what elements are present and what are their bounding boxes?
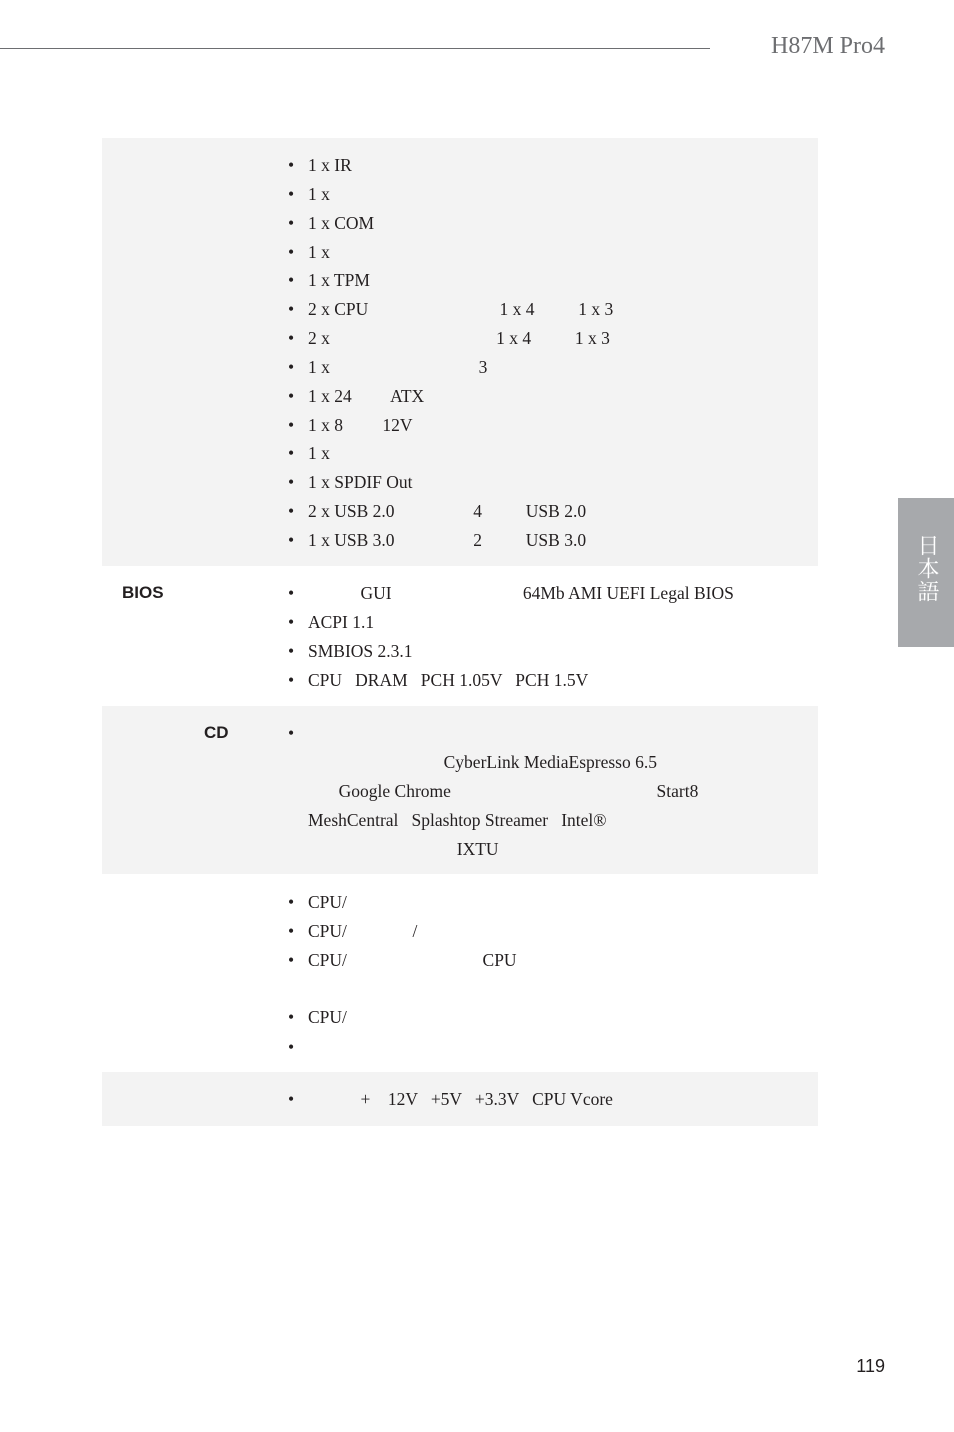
- list-item: • CPU/: [308, 1007, 347, 1027]
- list-item: • CPU DRAM PCH 1.05V PCH 1.5V: [308, 670, 588, 690]
- list-item: • 1 x USB 3.0 2 USB 3.0: [308, 530, 586, 550]
- list-item: • SMBIOS 2.3.1: [308, 641, 413, 661]
- spec-table: [102, 138, 818, 1126]
- voltage-row: [102, 1072, 818, 1126]
- list-item: • ACPI 1.1: [308, 612, 374, 632]
- list-item-continuation: Google Chrome Start8: [308, 781, 699, 801]
- header-rule: [0, 48, 710, 49]
- list-item: • 2 x USB 2.0 4 USB 2.0: [308, 501, 586, 521]
- list-item-continuation: CyberLink MediaEspresso 6.5: [308, 752, 657, 772]
- list-item: • GUI 64Mb AMI UEFI Legal BIOS: [308, 583, 734, 603]
- list-item: • 1 x: [308, 443, 330, 463]
- list-item: • CPU/ CPU: [308, 950, 517, 970]
- model-title: H87M Pro4: [770, 33, 885, 59]
- list-item: • 1 x 8 12V: [308, 415, 413, 435]
- cd-row-label: CD: [204, 723, 229, 742]
- list-item: • 1 x: [308, 242, 330, 262]
- list-item: • 1 x 3: [308, 357, 487, 377]
- page-number: 119: [856, 1356, 885, 1376]
- monitor-row: [102, 874, 818, 1072]
- list-item: • 2 x 1 x 4 1 x 3: [308, 328, 610, 348]
- list-item: • CPU/ /: [308, 921, 417, 941]
- bios-row: [102, 566, 818, 706]
- list-item: • 1 x COM: [308, 213, 374, 233]
- list-item: • 2 x CPU 1 x 4 1 x 3: [308, 299, 613, 319]
- list-item: • 1 x SPDIF Out: [308, 472, 413, 492]
- language-tab: [898, 498, 954, 647]
- list-item: • CPU/: [308, 892, 347, 912]
- list-item: • 1 x TPM: [308, 270, 370, 290]
- bios-row-label: BIOS: [122, 583, 164, 602]
- language-tab-label: 日本語: [914, 534, 939, 603]
- list-item-continuation: MeshCentral Splashtop Streamer Intel®: [308, 810, 607, 830]
- list-item: • 1 x: [308, 184, 330, 204]
- list-item-continuation: IXTU: [308, 839, 499, 859]
- list-item: • 1 x IR: [308, 155, 352, 175]
- cd-row: [102, 706, 818, 874]
- list-item: • 1 x 24 ATX: [308, 386, 424, 406]
- list-item: • + 12V +5V +3.3V CPU Vcore: [308, 1089, 613, 1109]
- connector-row: [102, 138, 818, 566]
